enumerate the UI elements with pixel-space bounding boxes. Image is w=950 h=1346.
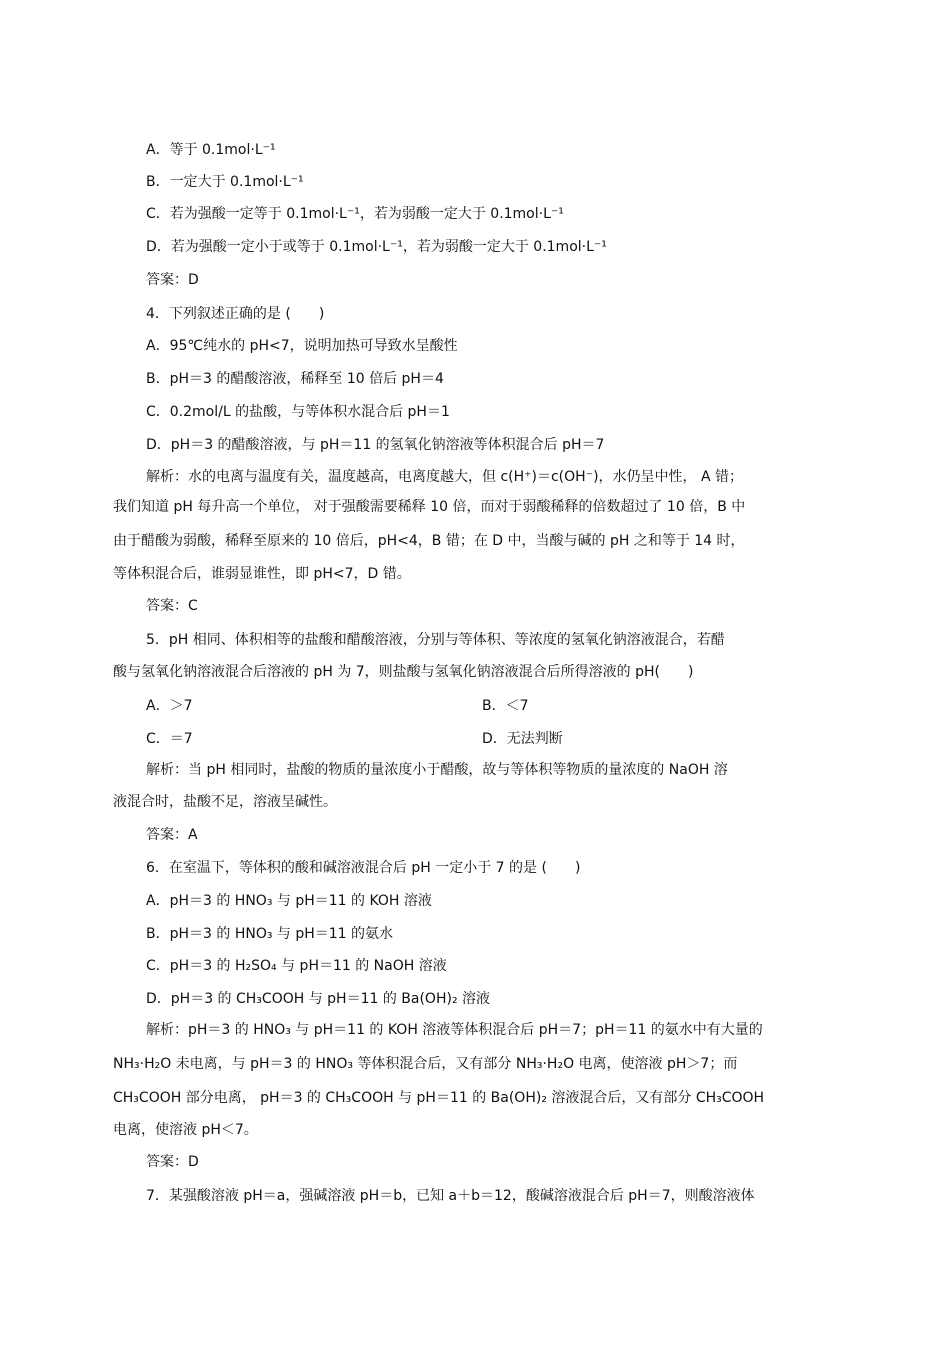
q6-option-c: C．pH＝3 的 H₂SO₄ 与 pH＝11 的 NaOH 溶液 bbox=[146, 958, 447, 974]
q4-stem: 4．下列叙述正确的是 ( ) bbox=[146, 306, 325, 322]
q4-option-c: C．0.2mol/L 的盐酸，与等体积水混合后 pH＝1 bbox=[146, 404, 450, 420]
q6-analysis-line-1: 解析：pH＝3 的 HNO₃ 与 pH＝11 的 KOH 溶液等体积混合后 pH＝7；pH＝11 的氨水中有大量的 bbox=[146, 1022, 763, 1038]
q4-option-b: B．pH＝3 的醋酸溶液，稀释至 10 倍后 pH＝4 bbox=[146, 371, 444, 387]
q4-analysis-line-3: 由于醋酸为弱酸，稀释至原来的 10 倍后，pH<4，B 错；在 D 中，当酸与碱的 pH 之和等于 14 时， bbox=[113, 533, 745, 549]
q5-stem-line-2: 酸与氢氧化钠溶液混合后溶液的 pH 为 7，则盐酸与氢氧化钠溶液混合后所得溶液的 pH( ) bbox=[113, 664, 694, 680]
q5-answer: 答案：A bbox=[146, 827, 198, 843]
q5-option-c: C．＝7 bbox=[146, 731, 193, 747]
q4-option-a: A．95℃纯水的 pH<7，说明加热可导致水呈酸性 bbox=[146, 338, 458, 354]
q6-option-b: B．pH＝3 的 HNO₃ 与 pH＝11 的氨水 bbox=[146, 926, 394, 942]
q4-analysis-line-2: 我们知道 pH 每升高一个单位， 对于强酸需要稀释 10 倍，而对于弱酸稀释的倍数超过了 10 倍，B 中 bbox=[113, 499, 746, 515]
q4-answer: 答案：C bbox=[146, 598, 198, 614]
q4-analysis-line-1: 解析：水的电离与温度有关，温度越高，电离度越大，但 c(H⁺)＝c(OH⁻)，水仍呈中性， A 错； bbox=[146, 469, 744, 485]
q3-option-a: A．等于 0.1mol·L⁻¹ bbox=[146, 142, 276, 158]
q3-option-c: C．若为强酸一定等于 0.1mol·L⁻¹，若为弱酸一定大于 0.1mol·L⁻¹ bbox=[146, 206, 564, 222]
q4-option-d: D．pH＝3 的醋酸溶液，与 pH＝11 的氢氧化钠溶液等体积混合后 pH＝7 bbox=[146, 437, 605, 453]
q3-option-b: B．一定大于 0.1mol·L⁻¹ bbox=[146, 174, 304, 190]
q6-analysis-line-4: 电离，使溶液 pH＜7。 bbox=[113, 1122, 258, 1138]
q6-option-a: A．pH＝3 的 HNO₃ 与 pH＝11 的 KOH 溶液 bbox=[146, 893, 432, 909]
q5-analysis-line-2: 液混合时，盐酸不足，溶液呈碱性。 bbox=[113, 794, 337, 810]
q5-option-a: A．＞7 bbox=[146, 698, 193, 714]
q5-option-b: B．＜7 bbox=[482, 698, 529, 714]
q6-stem: 6．在室温下，等体积的酸和碱溶液混合后 pH 一定小于 7 的是 ( ) bbox=[146, 860, 581, 876]
q4-analysis-line-4: 等体积混合后，谁弱显谁性，即 pH<7，D 错。 bbox=[113, 566, 411, 582]
q6-option-d: D．pH＝3 的 CH₃COOH 与 pH＝11 的 Ba(OH)₂ 溶液 bbox=[146, 991, 491, 1007]
q3-answer: 答案：D bbox=[146, 272, 199, 288]
q5-analysis-line-1: 解析：当 pH 相同时，盐酸的物质的量浓度小于醋酸，故与等体积等物质的量浓度的 NaOH 溶 bbox=[146, 762, 728, 778]
q6-analysis-line-2: NH₃·H₂O 未电离，与 pH＝3 的 HNO₃ 等体积混合后，又有部分 NH₃·H₂O 电离，使溶液 pH＞7；而 bbox=[113, 1056, 738, 1072]
q7-stem-line-1: 7．某强酸溶液 pH＝a，强碱溶液 pH＝b，已知 a＋b＝12，酸碱溶液混合后 pH＝7，则酸溶液体 bbox=[146, 1188, 755, 1204]
q5-stem-line-1: 5．pH 相同、体积相等的盐酸和醋酸溶液，分别与等体积、等浓度的氢氧化钠溶液混合，若醋 bbox=[146, 632, 725, 648]
q5-option-d: D．无法判断 bbox=[482, 731, 563, 747]
q6-answer: 答案：D bbox=[146, 1154, 199, 1170]
q6-analysis-line-3: CH₃COOH 部分电离， pH＝3 的 CH₃COOH 与 pH＝11 的 Ba(OH)₂ 溶液混合后，又有部分 CH₃COOH bbox=[113, 1090, 765, 1106]
q3-option-d: D．若为强酸一定小于或等于 0.1mol·L⁻¹，若为弱酸一定大于 0.1mol·L⁻¹ bbox=[146, 239, 607, 255]
